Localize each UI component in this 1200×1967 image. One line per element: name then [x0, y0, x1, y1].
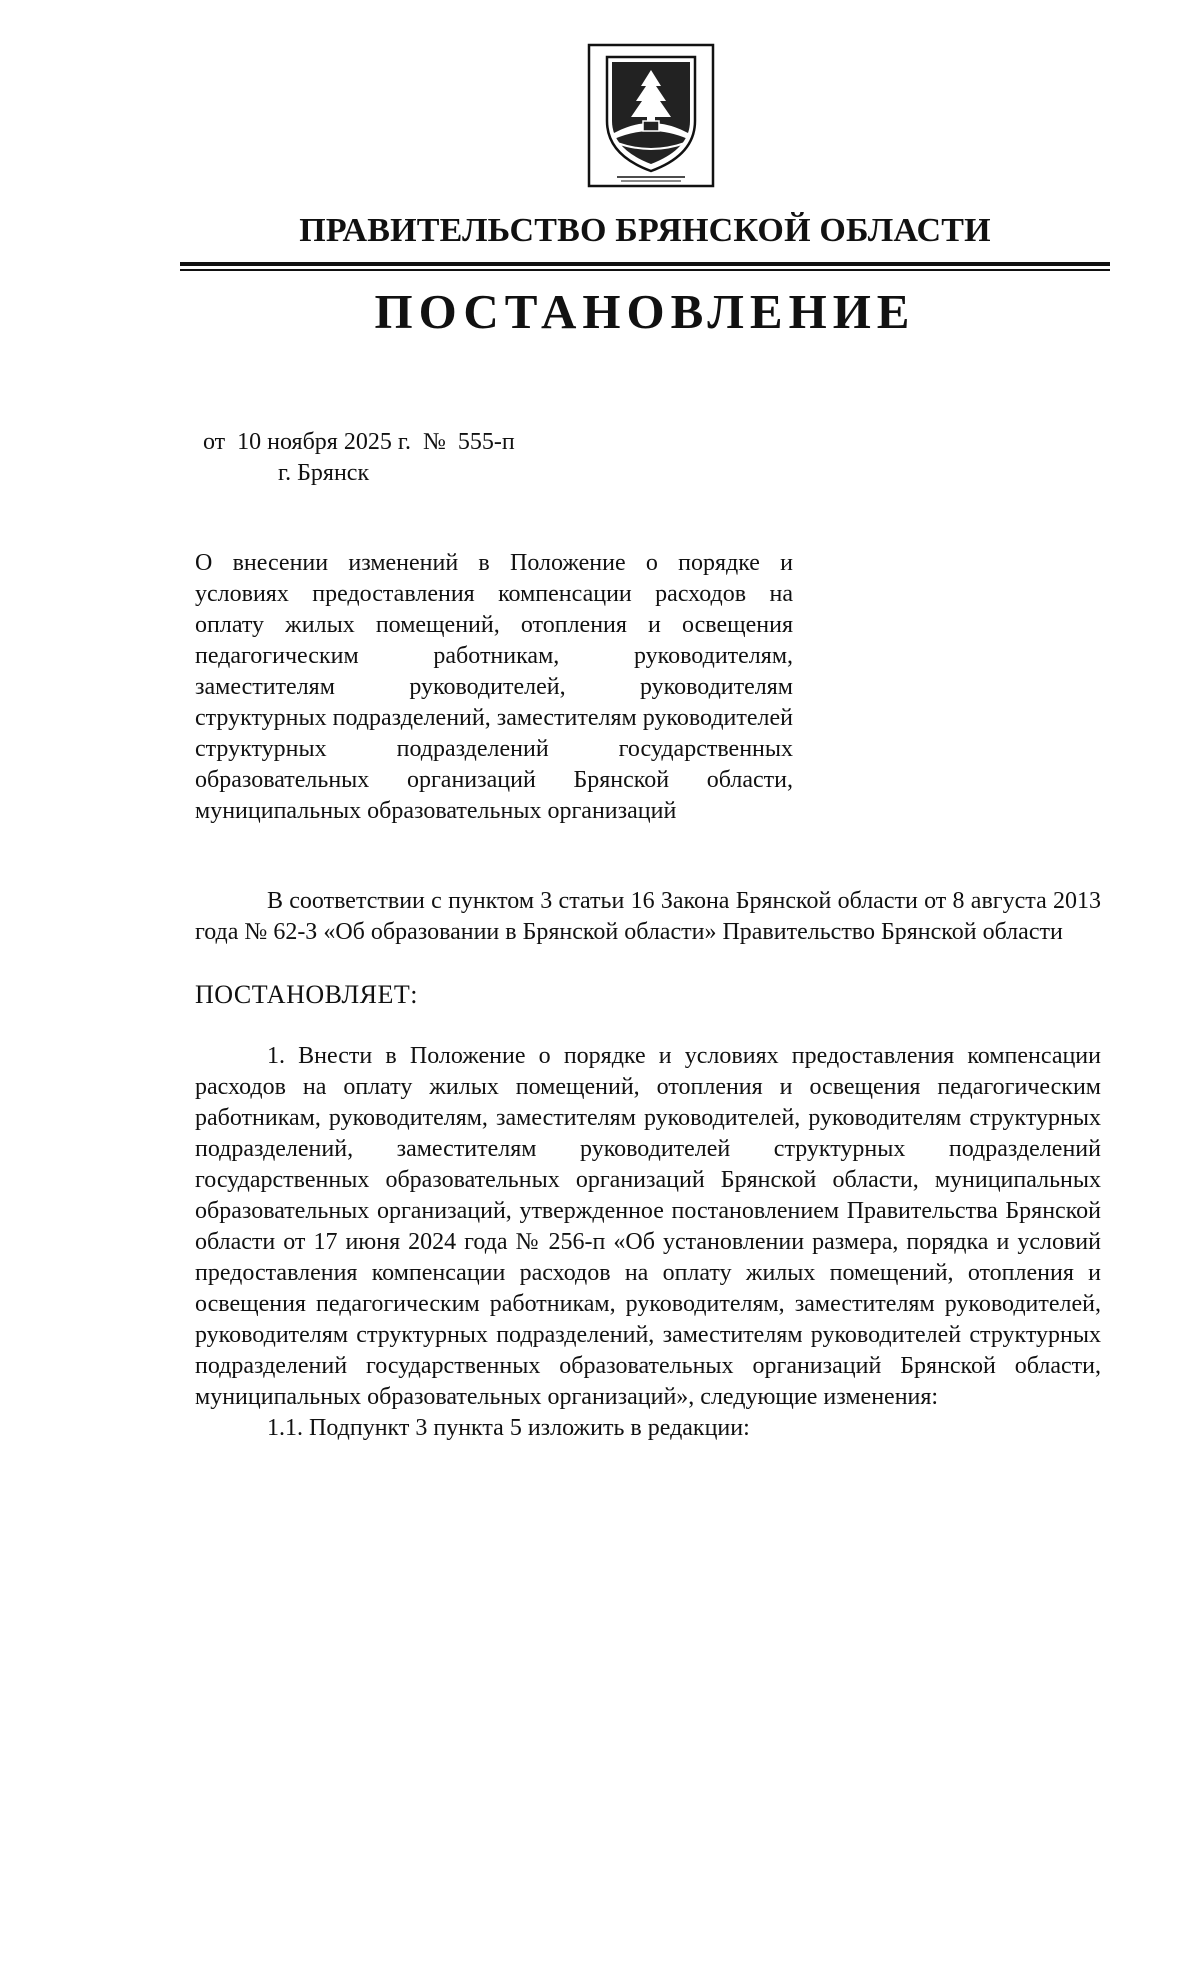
document-body: [195, 1041, 1101, 1444]
document-city: г. Брянск: [278, 460, 370, 486]
document-subject: О внесении изменений в Положение о порядке и условиях предоставления компенсации расходов на оплату жилых помещений, отопления и освещения педагогическим работникам, руководителям, заместителям руководителей, руководителям структурных подразделений, заместителям руководителей структурных подразделений государственных образовательных организаций Брянской области, муниципальных образовательных организаций: [195, 550, 793, 824]
decree-word: ПОСТАНОВЛЯЕТ:: [195, 980, 418, 1009]
government-title: ПРАВИТЕЛЬСТВО БРЯНСКОЙ ОБЛАСТИ: [299, 212, 991, 249]
paragraph: 1. Внести в Положение о порядке и условиях предоставления компенсации расходов на оплату жилых помещений, отопления и освещения педагогическим работникам, руководителям, заместителям руководителей, руководителям структурных подразделений, заместителям руководителей структурных подразделений государственных образовательных организаций Брянской области, муниципальных образовательных организаций, утвержденное постановлением Правительства Брянской области от 17 июня 2024 года № 256-п «Об установлении размера, порядка и условий предоставления компенсации расходов на оплату жилых помещений, отопления и освещения педагогическим работникам, руководителям, заместителям руководителей, руководителям структурных подразделений, заместителям руководителей структурных подразделений государственных образовательных организаций Брянской области, муниципальных образовательных организаций», следующие изменения:: [195, 1043, 1101, 1410]
document-date-number: от 10 ноября 2025 г. № 555-п: [203, 429, 515, 455]
header-divider-thin: [180, 269, 1110, 271]
document-type: ПОСТАНОВЛЕНИЕ: [374, 284, 916, 339]
coat-of-arms-icon: [587, 43, 715, 188]
preamble-text: В соответствии с пунктом 3 статьи 16 Закона Брянской области от 8 августа 2013 года № 62-З «Об образовании в Брянской области» Правительство Брянской области: [195, 888, 1101, 945]
paragraph: 1.1. Подпункт 3 пункта 5 изложить в редакции:: [267, 1415, 750, 1441]
preamble: [195, 886, 1101, 948]
header-divider-thick: [180, 262, 1110, 266]
